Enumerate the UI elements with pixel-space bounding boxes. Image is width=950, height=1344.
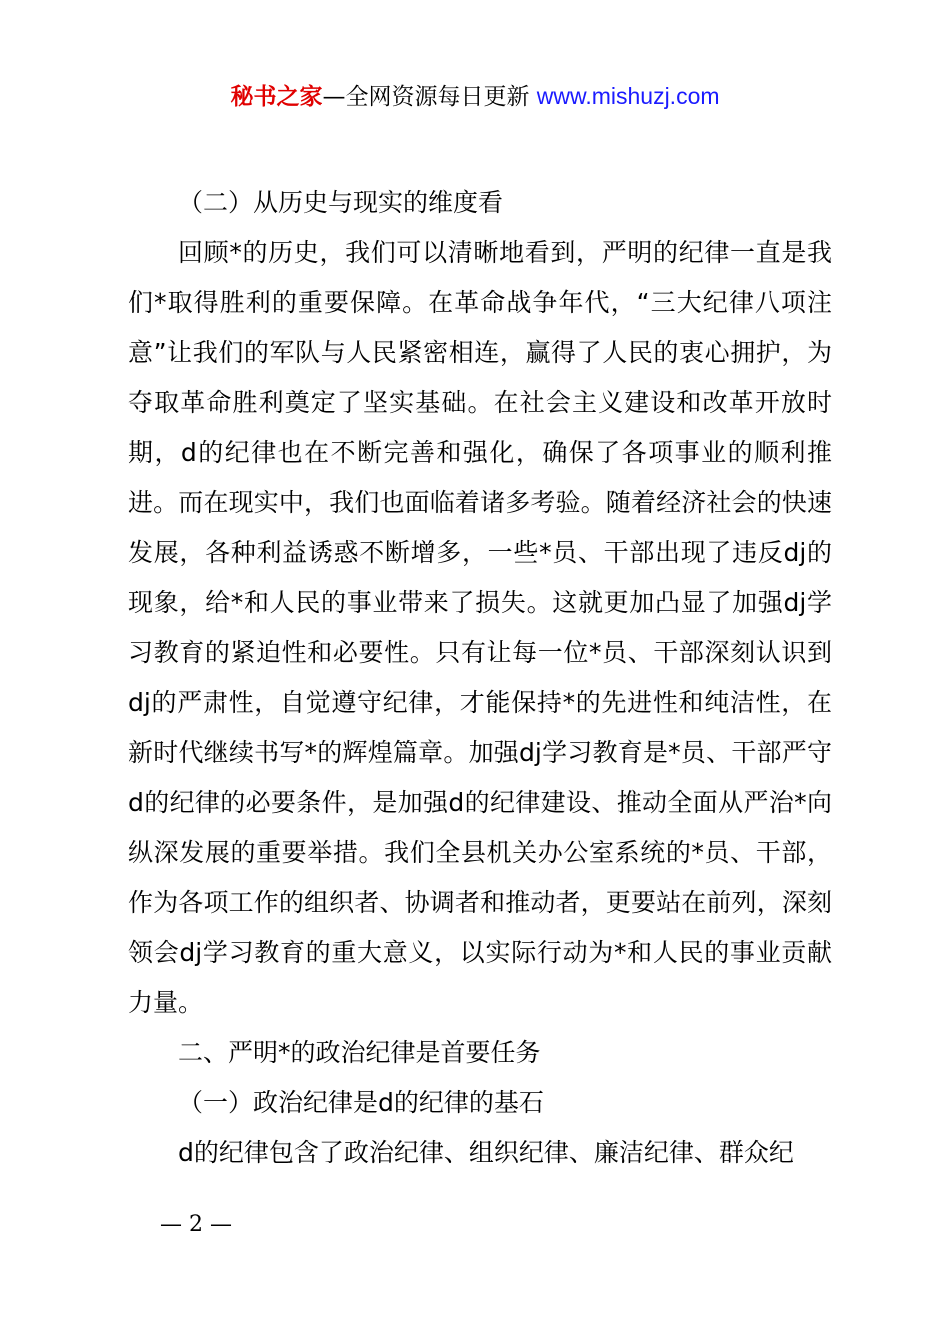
section-heading-political-discipline: 二、严明*的政治纪律是首要任务: [178, 1038, 541, 1067]
site-url-link[interactable]: www.mishuzj.com: [536, 83, 720, 109]
site-banner: [0, 78, 950, 115]
paragraph-history-reality: 回顾*的历史，我们可以清晰地看到，严明的纪律一直是我们*取得胜利的重要保障。在革命战争年代，“三大纪律八项注意”让我们的军队与人民紧密相连，赢得了人民的衷心拥护，为夺取革命胜利奠定了坚实基础。在社会主义建设和改革开放时期，d的纪律也在不断完善和强化，确保了各项事业的顺利推进。而在现实中，我们也面临着诸多考验。随着经济社会的快速发展，各种利益诱惑不断增多，一些*员、干部出现了违反dj的现象，给*和人民的事业带来了损失。这就更加凸显了加强dj学习教育的紧迫性和必要性。只有让每一位*员、干部深刻认识到dj的严肃性，自觉遵守纪律，才能保持*的先进性和纯洁性，在新时代继续书写*的辉煌篇章。加强dj学习教育是*员、干部严守d的纪律的必要条件，是加强d的纪律建设、推动全面从严治*向纵深发展的重要举措。我们全县机关办公室系统的*员、干部，作为各项工作的组织者、协调者和推动者，更要站在前列，深刻领会dj学习教育的重大意义，以实际行动为*和人民的事业贡献力量。: [128, 238, 832, 1017]
subheading-history-reality: （二）从历史与现实的维度看: [178, 188, 504, 217]
page-number: — 2 —: [160, 1212, 232, 1237]
banner-tagline: —全网资源每日更新: [322, 84, 537, 110]
brand-name: 秘书之家: [230, 84, 323, 110]
document-body: [128, 178, 832, 1178]
subheading-political-cornerstone: （一）政治纪律是d的纪律的基石: [178, 1088, 544, 1117]
paragraph-discipline-types: d的纪律包含了政治纪律、组织纪律、廉洁纪律、群众纪: [178, 1138, 794, 1167]
